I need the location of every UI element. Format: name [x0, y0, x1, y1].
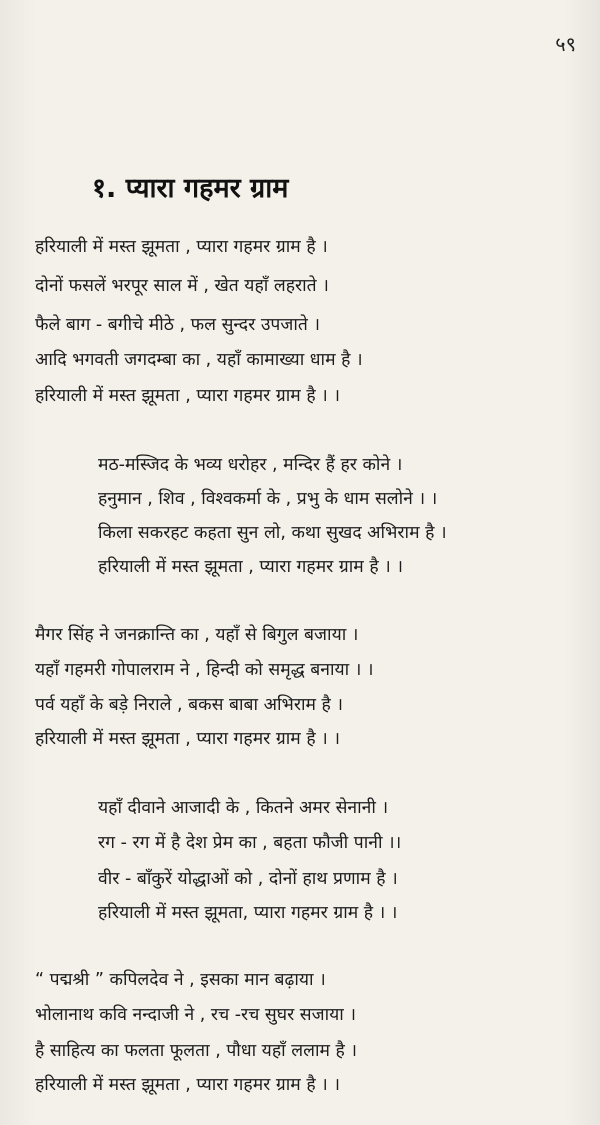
- poem-line: मठ-मस्जिद के भव्य धरोहर , मन्दिर हैं हर कोने ।: [98, 455, 403, 475]
- poem-line: है साहित्य का फलता फूलता , पौधा यहाँ ललाम है ।: [35, 1041, 357, 1061]
- poem-line: फैले बाग - बगीचे मीठे , फल सुन्दर उपजाते ।: [35, 315, 321, 335]
- poem-line: “ पद्मश्री ” कपिलदेव ने , इसका मान बढ़ाया ।: [35, 970, 326, 990]
- poem-line: हरियाली में मस्त झूमता , प्यारा गहमर ग्राम है । ।: [35, 1075, 340, 1095]
- poem-line: किला सकरहट कहता सुन लो, कथा सुखद अभिराम है ।: [98, 523, 447, 543]
- poem-line: आदि भगवती जगदम्बा का , यहाँ कामाख्या धाम है ।: [35, 350, 363, 370]
- poem-line: हरियाली में मस्त झूमता, प्यारा गहमर ग्राम है । ।: [98, 903, 398, 923]
- poem-line: हरियाली में मस्त झूमता , प्यारा गहमर ग्राम है । ।: [35, 729, 340, 749]
- poem-line: दोनों फसलें भरपूर साल में , खेत यहाँ लहराते ।: [35, 276, 329, 296]
- poem-line: मैगर सिंह ने जनक्रान्ति का , यहाँ से बिगुल बजाया ।: [35, 625, 359, 645]
- poem-line: वीर - बाँकुरें योद्धाओं को , दोनों हाथ प्रणाम है ।: [98, 869, 398, 889]
- poem-line: रग - रग में है देश प्रेम का , बहता फौजी पानी ।।: [98, 833, 402, 853]
- poem-line: पर्व यहाँ के बड़े निराले , बकस बाबा अभिराम है ।: [35, 695, 344, 715]
- poem-line: हरियाली में मस्त झूमता , प्यारा गहमर ग्राम है ।: [35, 237, 328, 257]
- poem-title: १. प्यारा गहमर ग्राम: [92, 173, 289, 204]
- poem-line: भोलानाथ कवि नन्दाजी ने , रच -रच सुघर सजाया ।: [35, 1005, 357, 1025]
- poem-line: यहाँ गहमरी गोपालराम ने , हिन्दी को समृद्ध बनाया । ।: [35, 660, 374, 680]
- poem-line: हरियाली में मस्त झूमता , प्यारा गहमर ग्राम है । ।: [98, 557, 403, 577]
- page-number: ५९: [555, 32, 576, 56]
- poem-line: हरियाली में मस्त झूमता , प्यारा गहमर ग्राम है । ।: [35, 386, 340, 406]
- poem-line: यहाँ दीवाने आजादी के , कितने अमर सेनानी ।: [98, 798, 389, 818]
- poem-line: हनुमान , शिव , विश्वकर्मा के , प्रभु के धाम सलोने । ।: [98, 489, 438, 509]
